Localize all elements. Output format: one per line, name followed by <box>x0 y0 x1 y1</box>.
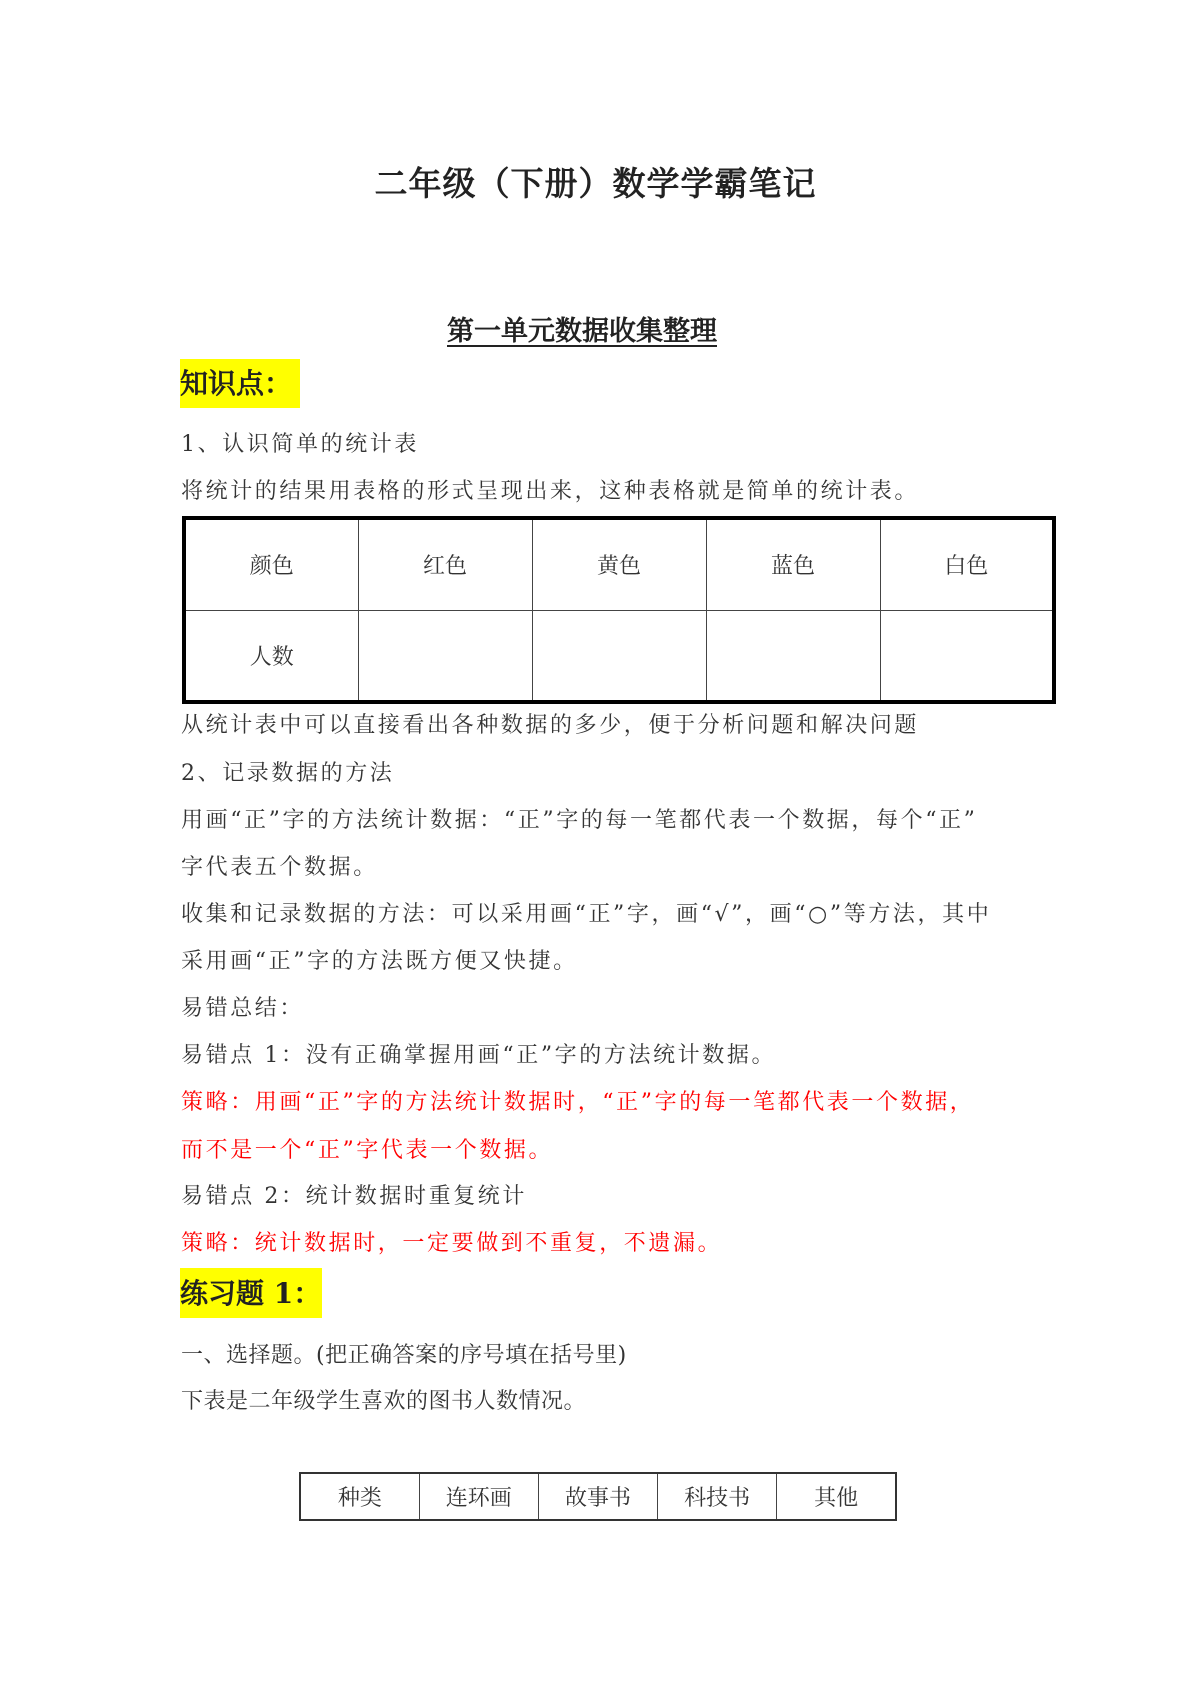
table-cell: 人数 <box>184 610 358 702</box>
table-cell: 科技书 <box>658 1473 777 1520</box>
table-cell: 黄色 <box>532 518 706 610</box>
text-line: 将统计的结果用表格的形式呈现出来，这种表格就是简单的统计表。 <box>181 479 920 504</box>
exercise-label: 练习题 1： <box>180 1277 322 1310</box>
text-line: 易错点 2：统计数据时重复统计 <box>181 1184 527 1209</box>
table-cell: 颜色 <box>184 518 358 610</box>
text-line: 用画“正”字的方法统计数据：“正”字的每一笔都代表一个数据，每个“正” <box>181 808 978 833</box>
table-cell <box>358 610 532 702</box>
strategy-line: 策略：用画“正”字的方法统计数据时，“正”字的每一笔都代表一个数据， <box>181 1090 975 1115</box>
table-cell: 其他 <box>777 1473 896 1520</box>
unit-heading: 第一单元数据收集整理 <box>447 316 717 347</box>
question-line: 一、选择题。(把正确答案的序号填在括号里) <box>181 1343 627 1368</box>
book-stat-table <box>299 1472 897 1521</box>
strategy-line: 策略：统计数据时，一定要做到不重复，不遗漏。 <box>181 1231 723 1256</box>
text-line: 易错总结： <box>181 996 305 1021</box>
table-cell: 红色 <box>358 518 532 610</box>
table-cell <box>532 610 706 702</box>
table-row <box>184 610 1054 702</box>
color-stat-table <box>182 516 1056 704</box>
table-row <box>300 1473 896 1520</box>
text-line: 收集和记录数据的方法：可以采用画“正”字，画“√”，画“○”等方法，其中 <box>181 902 992 927</box>
text-line: 采用画“正”字的方法既方便又快捷。 <box>181 949 578 974</box>
text-line: 2、记录数据的方法 <box>181 761 395 786</box>
exercise-heading <box>180 1268 322 1318</box>
question-intro: 下表是二年级学生喜欢的图书人数情况。 <box>181 1389 587 1414</box>
table-cell: 种类 <box>300 1473 419 1520</box>
table-cell: 连环画 <box>419 1473 538 1520</box>
strategy-line: 而不是一个“正”字代表一个数据。 <box>181 1138 554 1163</box>
text-line: 字代表五个数据。 <box>181 855 378 880</box>
table-cell <box>706 610 880 702</box>
knowledge-points-label: 知识点： <box>180 367 293 400</box>
document-title: 二年级（下册）数学学霸笔记 <box>374 164 817 203</box>
table-cell <box>880 610 1054 702</box>
table-row <box>184 518 1054 610</box>
text-line: 1、认识简单的统计表 <box>181 432 419 457</box>
knowledge-points-heading <box>180 359 300 408</box>
table-cell: 蓝色 <box>706 518 880 610</box>
text-line: 从统计表中可以直接看出各种数据的多少，便于分析问题和解决问题 <box>181 713 920 738</box>
table-cell: 故事书 <box>538 1473 657 1520</box>
table-cell: 白色 <box>880 518 1054 610</box>
text-line: 易错点 1：没有正确掌握用画“正”字的方法统计数据。 <box>181 1043 777 1068</box>
